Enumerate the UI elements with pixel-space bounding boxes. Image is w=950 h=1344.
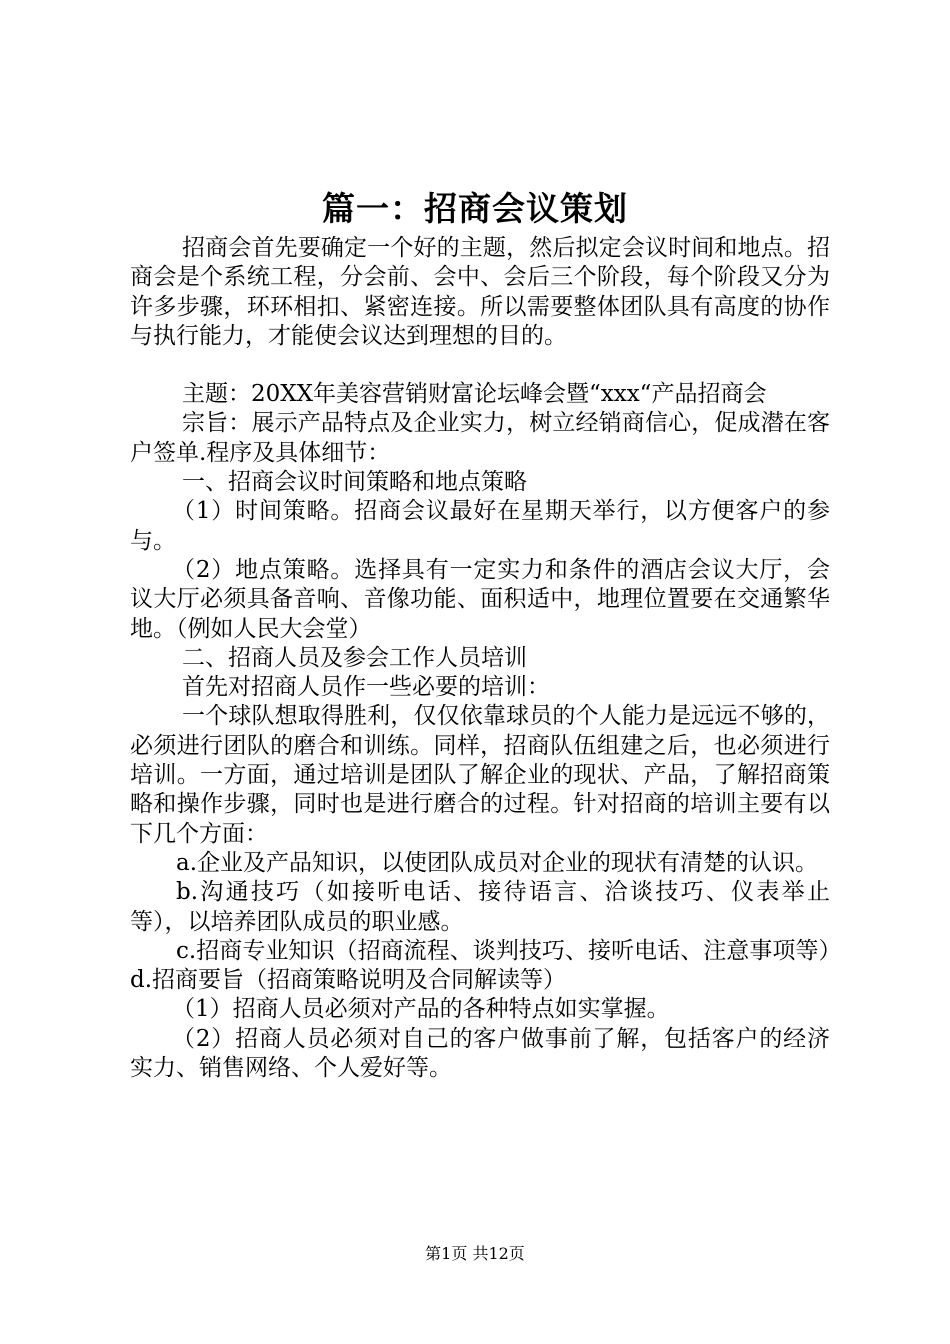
list-item-c-d: c.招商专业知识（招商流程、谈判技巧、接听电话、注意事项等）d.招商要旨（招商策略说明及合同解读等）: [130, 937, 830, 994]
page-footer: 第1页 共12页: [425, 1244, 525, 1263]
section-heading-training: 二、招商人员及参会工作人员培训: [182, 644, 527, 671]
paragraph-location-strategy: （2）地点策略。选择具有一定实力和条件的酒店会议大厅，会议大厅必须具备音响、音像功能、面积适中，地理位置要在交通繁华地。（例如人民大会堂）: [130, 556, 830, 642]
paragraph-intro: 招商会首先要确定一个好的主题，然后拟定会议时间和地点。招商会是个系统工程，分会前、会中、会后三个阶段，每个阶段又分为许多步骤，环环相扣、紧密连接。所以需要整体团队具有高度的协作与执行能力，才能使会议达到理想的目的。: [130, 235, 830, 349]
paragraph-theme: 主题：20XX年美容营销财富论坛峰会暨“xxx“产品招商会: [182, 381, 767, 408]
section-heading-time-location: 一、招商会议时间策略和地点策略: [182, 469, 527, 496]
document-title: 篇一：招商会议策划: [322, 189, 628, 228]
paragraph-point-2: （2）招商人员必须对自己的客户做事前了解，包括客户的经济实力、销售网络、个人爱好等。: [130, 1025, 830, 1082]
paragraph-point-1: （1）招商人员必须对产品的各种特点如实掌握。: [172, 996, 670, 1023]
document-body: [130, 234, 830, 1083]
paragraph-time-strategy: （1）时间策略。招商会议最好在星期天举行，以方便客户的参与。: [130, 498, 830, 554]
paragraph-team-analogy: 一个球队想取得胜利，仅仅依靠球员的个人能力是远远不够的，必须进行团队的磨合和训练。同样，招商队伍组建之后，也必须进行培训。一方面，通过培训是团队了解企业的现状、产品，了解招商策略和操作步骤，同时也是进行磨合的过程。针对招商的培训主要有以下几个方面：: [130, 703, 830, 847]
list-item-b: b.沟通技巧（如接听电话、接待语言、洽谈技巧、仪表举止等），以培养团队成员的职业感。: [130, 879, 830, 935]
paragraph-training-intro: 首先对招商人员作一些必要的培训：: [182, 674, 550, 701]
paragraph-purpose: 宗旨：展示产品特点及企业实力，树立经销商信心，促成潜在客户签单.程序及具体细节：: [130, 410, 830, 466]
list-item-a: a.企业及产品知识，以使团队成员对企业的现状有清楚的认识。: [176, 849, 819, 876]
